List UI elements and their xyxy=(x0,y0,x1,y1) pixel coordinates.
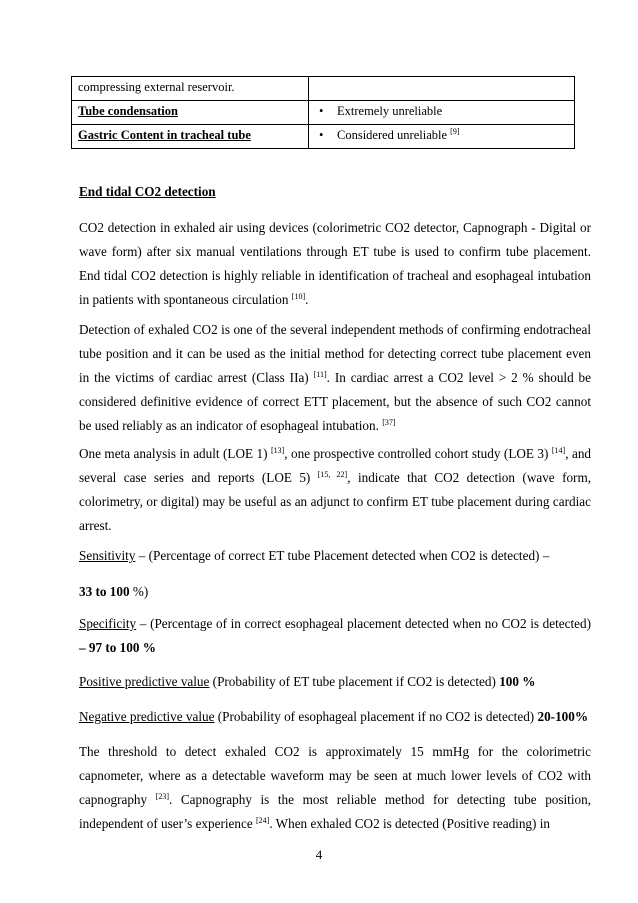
paragraph-text xyxy=(79,318,591,438)
table-cell xyxy=(72,77,309,101)
term: Sensitivity xyxy=(79,548,136,563)
table-cell xyxy=(309,77,575,101)
citation: [11] xyxy=(313,370,327,379)
text: . Capnography is the most reliable method for detecting tube position, independent of user’s experience xyxy=(79,792,591,831)
table-row xyxy=(72,101,575,125)
paragraph-text xyxy=(79,670,591,694)
paragraph-text xyxy=(79,580,591,604)
paragraph-text xyxy=(79,442,591,538)
bullet-icon: • xyxy=(319,128,324,142)
paragraph-text xyxy=(79,544,591,568)
sensitivity-definition xyxy=(79,544,591,604)
citation: [24] xyxy=(255,816,270,825)
cell-text: compressing external reservoir. xyxy=(78,80,235,94)
text: . In cardiac arrest a CO2 level > 2 % should be considered definitive evidence of correct ETT placement, but the absence of such CO2 cannot be used reliably as an indicator of esophageal intubation. xyxy=(79,370,592,433)
npv-definition xyxy=(79,705,591,729)
citation: [23] xyxy=(155,792,170,801)
paragraph xyxy=(79,216,591,312)
paragraph-text xyxy=(79,740,591,836)
section-heading: End tidal CO2 detection xyxy=(79,184,216,199)
paragraph xyxy=(79,318,591,438)
citation: [13] xyxy=(270,446,285,455)
cell-text: Tube condensation xyxy=(78,104,178,118)
text: . xyxy=(305,292,309,307)
value: 33 to 100 xyxy=(79,584,130,599)
value: – 97 to 100 % xyxy=(79,640,156,655)
cell-text: Extremely unreliable xyxy=(337,104,443,118)
citation: [10] xyxy=(291,292,306,301)
cell-text: Gastric Content in tracheal tube xyxy=(78,128,251,142)
citation: [15, 22] xyxy=(317,470,348,479)
term: Specificity xyxy=(79,616,137,631)
paragraph xyxy=(79,442,591,538)
text: , and several case series and reports (LOE 5) xyxy=(79,446,592,485)
text: (Probability of esophageal placement if no CO2 is detected) xyxy=(214,709,538,724)
text: One meta analysis in adult (LOE 1) xyxy=(79,446,268,461)
section-heading-block xyxy=(79,180,591,204)
ppv-definition xyxy=(79,670,591,694)
text: , indicate that CO2 detection (wave form, colorimetry, or digital) may be useful as an adjunct to confirm ET tube placement during cardiac arrest. xyxy=(79,470,592,533)
value: 20-100% xyxy=(537,709,589,724)
term: Positive predictive value xyxy=(79,674,210,689)
table-cell xyxy=(72,101,309,125)
paragraph-text xyxy=(79,705,591,729)
paragraph-text xyxy=(79,612,591,660)
text: . When exhaled CO2 is detected (Positive reading) in xyxy=(269,816,550,831)
text: , one prospective controlled cohort study (LOE 3) xyxy=(284,446,549,461)
text: – (Percentage of in correct esophageal placement detected when no CO2 is detected) xyxy=(136,616,591,631)
citation: [14] xyxy=(551,446,566,455)
table-row xyxy=(72,77,575,101)
text: – (Percentage of correct ET tube Placement detected when CO2 is detected) – xyxy=(135,548,550,563)
specificity-definition xyxy=(79,612,591,660)
cell-text: Considered unreliable xyxy=(337,128,448,142)
table-cell xyxy=(309,101,575,125)
text: Detection of exhaled CO2 is one of the several independent methods of confirming endotracheal tube position and it can be used as the initial method for detecting correct tube placement even in the victims of cardiac arrest (Class IIa) xyxy=(79,322,591,385)
paragraph-text xyxy=(79,216,591,312)
bullet-icon: • xyxy=(319,104,324,118)
reliability-table xyxy=(71,76,575,149)
citation: [9] xyxy=(450,127,460,136)
text: The threshold to detect exhaled CO2 is approximately 15 mmHg for the colorimetric capnometer, where as a detectable waveform may be seen at much lower levels of CO2 with capnography xyxy=(79,744,591,807)
table-cell xyxy=(309,125,575,149)
value: 100 % xyxy=(499,674,536,689)
citation: [37] xyxy=(382,418,396,427)
term: Negative predictive value xyxy=(79,709,215,724)
page-number: 4 xyxy=(315,847,323,862)
table-row xyxy=(72,125,575,149)
table-cell xyxy=(72,125,309,149)
paragraph xyxy=(79,740,591,836)
text: %) xyxy=(129,584,149,599)
text: (Probability of ET tube placement if CO2 is detected) xyxy=(209,674,500,689)
text: CO2 detection in exhaled air using devices (colorimetric CO2 detector, Capnograph - Digital or wave form) after six manual ventilations through ET tube is used to confirm tube placement. End tidal CO2 detection is highly reliable in identification of tracheal and esophageal intubation in patients with spontaneous circulation xyxy=(79,220,591,307)
